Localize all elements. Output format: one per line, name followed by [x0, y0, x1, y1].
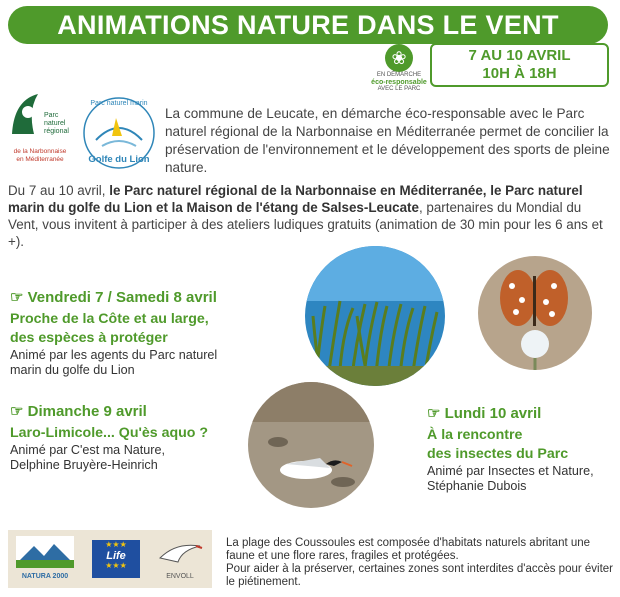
- event-title-line1: Laro-Limicole... Qu'ès aquo ?: [10, 425, 209, 441]
- event-title-line1: Proche de la Côte et au large,: [10, 311, 209, 327]
- paragraph-part1: Du 7 au 10 avril,: [8, 183, 110, 198]
- main-paragraph: [8, 182, 613, 250]
- event-item: [10, 402, 270, 473]
- butterfly-photo: [478, 256, 592, 370]
- golfe-logo-arc: Parc naturel marin: [90, 100, 148, 107]
- footer-text-2: Pour aider à la préserver, certaines zones sont interdites d'accès pour éviter le piétinement.: [226, 563, 614, 588]
- parc-logo-line5: en Méditerranée: [16, 156, 64, 163]
- natura-emblem-icon: [16, 536, 74, 568]
- event-desc-line1: Animé par C'est ma Nature,: [10, 443, 165, 457]
- event-date: [427, 404, 617, 422]
- event-title-line1: À la rencontre: [427, 427, 523, 443]
- tern-bird-icon: [156, 538, 204, 568]
- event-date-label: Lundi 10 avril: [444, 405, 542, 422]
- eu-life-logo: ★★★ Life ★★★: [92, 540, 140, 578]
- eco-leaf-icon: ❀: [385, 44, 413, 72]
- seagrass-photo: [305, 246, 445, 386]
- natura-2000-logo: [16, 536, 74, 582]
- eco-line3: AVEC LE PARC: [377, 86, 421, 92]
- partner-logos: [8, 530, 212, 588]
- hand-pointer-icon: ☞: [427, 405, 441, 422]
- event-desc-line2: Stéphanie Dubois: [427, 479, 527, 493]
- tern-photo: [248, 382, 374, 508]
- event-desc-line2: Delphine Bruyère-Heinrich: [10, 458, 158, 472]
- event-desc-line2: marin du golfe du Lion: [10, 363, 135, 377]
- eco-line1: EN DÉMARCHE: [376, 72, 422, 78]
- parc-logo-line3: régional: [44, 128, 69, 135]
- event-title-line2: des insectes du Parc: [427, 446, 569, 462]
- paragraph-part3: , partenaires du Mondial du Vent, vous invitent à participer à des ateliers ludiques gratuits (animation de 30 min pour les 6 ans et +).: [8, 200, 603, 249]
- event-date: [10, 402, 270, 420]
- intro-text: La commune de Leucate, en démarche éco-responsable avec le Parc naturel régional de la Narbonnaise en Méditerranée permet de concilier la préservation de l'environnement et le développement des sports de pleine nature.: [165, 106, 610, 175]
- envoll-label: ENVOLL: [166, 573, 194, 580]
- page-title: ANIMATIONS NATURE DANS LE VENT: [8, 6, 608, 44]
- natura-label: NATURA 2000: [21, 573, 69, 580]
- event-item: [427, 404, 617, 494]
- paragraph-partners: le Parc naturel régional de la Narbonnaise en Méditerranée, le Parc naturel marin du golfe du Lion et la Maison de l'étang de Salses-Leucate: [8, 183, 583, 215]
- eu-stars-icon: ★★★: [105, 540, 127, 549]
- hand-pointer-icon: ☞: [10, 289, 24, 306]
- parc-naturel-regional-logo: [8, 90, 72, 172]
- dates-box: [430, 43, 609, 87]
- dates-hours: 10H À 18H: [482, 65, 557, 82]
- hand-pointer-icon: ☞: [10, 403, 24, 420]
- event-date-label: Dimanche 9 avril: [27, 403, 147, 420]
- event-desc-line1: Animé par les agents du Parc naturel: [10, 348, 218, 362]
- dates-days: 7 AU 10 AVRIL: [468, 47, 571, 64]
- envoll-logo: [156, 538, 204, 582]
- life-label: Life: [106, 550, 126, 562]
- parc-logo-line2: naturel: [44, 120, 66, 127]
- parc-logo-line4: de la Narbonnaise: [13, 148, 67, 155]
- event-title-line2: des espèces à protéger: [10, 330, 168, 346]
- eco-responsable-logo: [371, 44, 427, 92]
- footer-text-1: La plage des Coussoules est composée d'habitats naturels abritant une faune et une flore rares, fragiles et protégées.: [226, 537, 591, 562]
- event-date-label: Vendredi 7 / Samedi 8 avril: [27, 289, 217, 306]
- golfe-logo-name: Golfe du Lion: [88, 154, 150, 165]
- event-desc-line1: Animé par Insectes et Nature,: [427, 464, 594, 478]
- golfe-du-lion-logo: [82, 96, 156, 170]
- footer-notice: [226, 537, 616, 589]
- parc-logo-line1: Parc: [44, 112, 59, 119]
- event-item: [10, 288, 300, 378]
- event-date: [10, 288, 300, 306]
- eco-line2: éco-responsable: [371, 79, 427, 86]
